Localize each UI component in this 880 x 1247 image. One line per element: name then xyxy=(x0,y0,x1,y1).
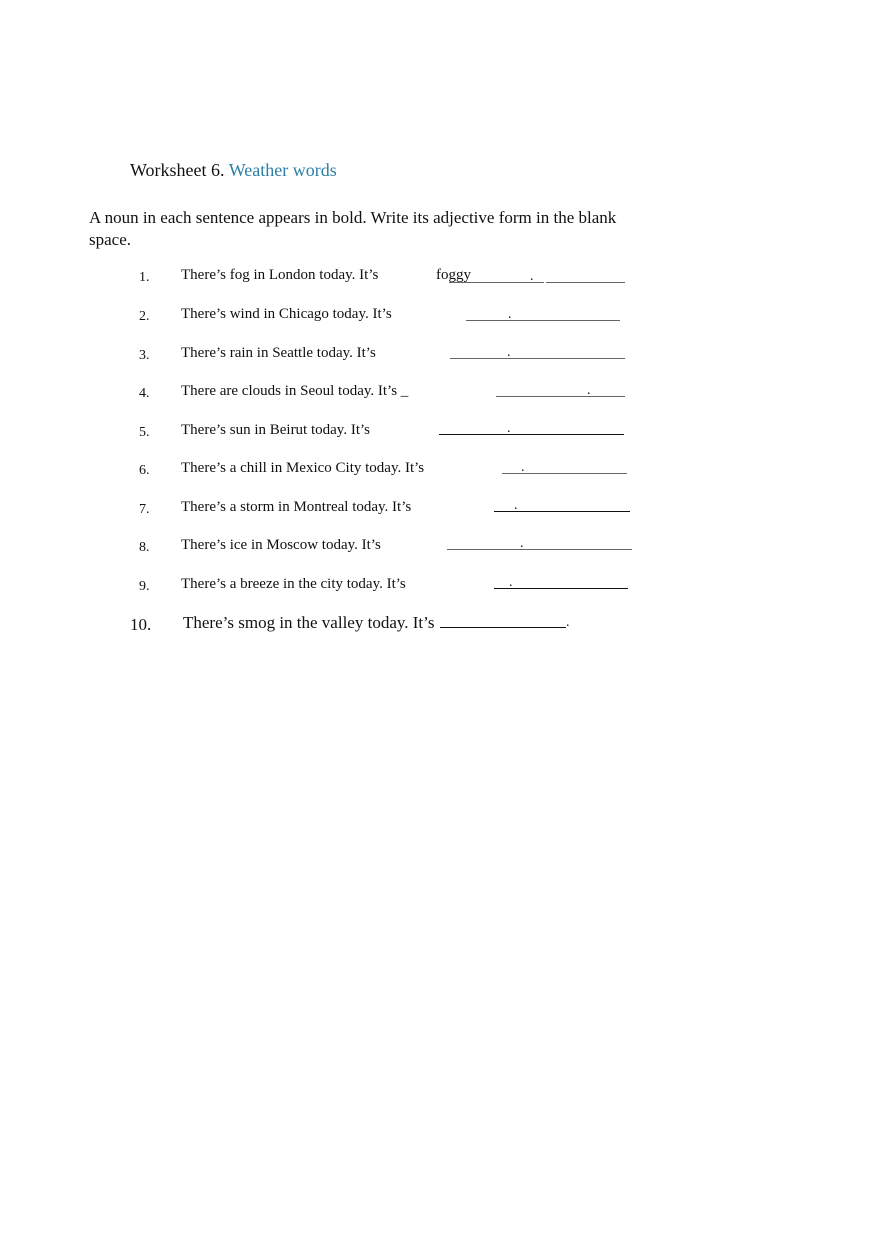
period-mark: . xyxy=(521,460,525,475)
exercise-item-8 xyxy=(0,534,880,558)
item-sentence: There’s a storm in Montreal today. It’s xyxy=(181,499,412,515)
exercise-item-7 xyxy=(0,496,880,520)
item-number: 5. xyxy=(139,425,150,440)
answer-blank-line xyxy=(447,549,632,550)
answer-blank-line xyxy=(494,588,628,589)
item-sentence: There’s a chill in Mexico City today. It’s xyxy=(181,460,425,476)
item-number: 3. xyxy=(139,348,150,363)
item-sentence: There’s rain in Seattle today. It’s xyxy=(181,345,376,361)
item-number: 6. xyxy=(139,463,150,478)
answer-blank-line xyxy=(496,396,625,397)
item-number: 4. xyxy=(139,386,150,401)
item-number: 2. xyxy=(139,309,150,324)
exercise-item-5 xyxy=(0,419,880,443)
period-mark: . xyxy=(530,269,534,284)
period-mark: . xyxy=(508,307,512,322)
item-sentence: There’s a breeze in the city today. It’s xyxy=(181,576,406,592)
item-sentence: There are clouds in Seoul today. It’s _ xyxy=(181,383,409,399)
answer-field[interactable]: foggy xyxy=(436,267,471,283)
period-mark: . xyxy=(566,615,570,630)
item-sentence: There’s ice in Moscow today. It’s xyxy=(181,537,381,553)
answer-blank-line xyxy=(439,434,624,435)
item-number: 10. xyxy=(130,615,152,634)
answer-blank-line-extension xyxy=(546,282,625,283)
period-mark: . xyxy=(507,421,511,436)
item-number: 8. xyxy=(139,540,150,555)
period-mark: . xyxy=(509,575,513,590)
exercise-item-2 xyxy=(0,303,880,327)
worksheet-title-topic: Weather words xyxy=(228,160,337,180)
exercise-item-4 xyxy=(0,380,880,404)
worksheet-title xyxy=(130,160,337,181)
item-number: 9. xyxy=(139,579,150,594)
item-sentence: There’s sun in Beirut today. It’s xyxy=(181,422,370,438)
instructions: A noun in each sentence appears in bold. Write its adjective form in the blank space. xyxy=(89,208,617,249)
item-sentence: There’s smog in the valley today. It’s xyxy=(183,613,435,632)
answer-blank-line xyxy=(466,320,620,321)
exercise-item-3 xyxy=(0,342,880,366)
exercise-item-6 xyxy=(0,457,880,481)
period-mark: . xyxy=(520,536,524,551)
answer-blank-line xyxy=(450,358,625,359)
item-sentence: There’s fog in London today. It’s xyxy=(181,267,379,283)
item-number: 1. xyxy=(139,270,150,285)
period-mark: . xyxy=(514,498,518,513)
worksheet-title-prefix: Worksheet 6. xyxy=(130,160,225,180)
period-mark: . xyxy=(507,345,511,360)
item-number: 7. xyxy=(139,502,150,517)
exercise-item-1 xyxy=(0,264,880,288)
answer-blank-line xyxy=(440,627,566,628)
exercise-item-9 xyxy=(0,573,880,597)
exercise-item-10 xyxy=(0,611,880,635)
period-mark: . xyxy=(587,383,591,398)
item-sentence: There’s wind in Chicago today. It’s xyxy=(181,306,392,322)
